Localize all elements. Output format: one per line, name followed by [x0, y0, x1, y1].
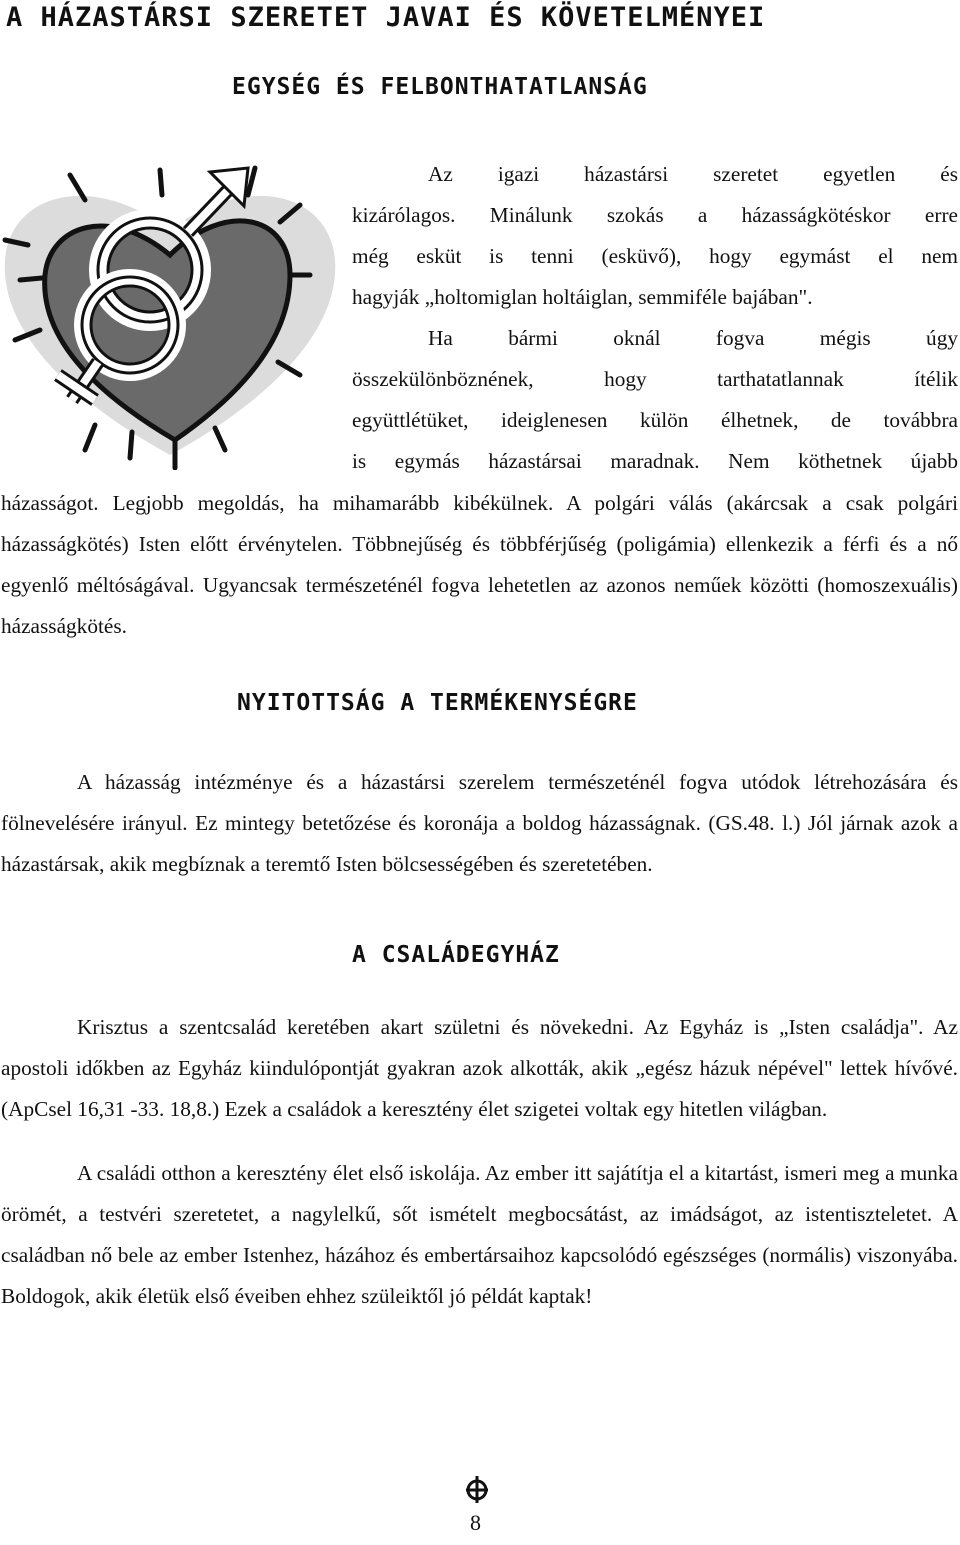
section-fertility-paragraph: A házasság intézménye és a házastársi szerelem természeténél fogva utódok létrehozására és fölnevelésére irányul. Ez mintegy betetőzése és koronája a boldog házasságnak. (GS.48. l.) Jól járnak azok a házastársak, akik megbíznak a teremtő Isten bölcsességében és szeretetében.	[1, 770, 958, 876]
section-heading-family-church: A CSALÁDEGYHÁZ	[352, 942, 560, 968]
cross-in-circle-icon	[462, 1474, 492, 1504]
text-line: kizárólagos. Minálunk szokás a házasságkötéskor erre	[352, 203, 958, 227]
section-heading-unity: EGYSÉG ÉS FELBONTHATATLANSÁG	[232, 74, 648, 100]
text-line: összekülönböznének, hogy tarthatatlannak ítélik	[352, 367, 958, 391]
section-family-paragraph-1: Krisztus a szentcsalád keretében akart születni és növekedni. Az Egyház is „Isten családja". Az apostoli időkben az Egyház kiindulópontját gyakran azok alkották, akik „egész házuk népével" lettek hívővé. (ApCsel 16,31 -33. 18,8.) Ezek a családok a keresztény élet szigetei voltak egy hitetlen világban.	[1, 1015, 958, 1121]
text-line: hagyják „holtomiglan holtáiglan, semmiféle bajában".	[352, 285, 813, 309]
text-line: együttlétüket, ideiglenesen külön élhetnek, de továbbra	[352, 408, 958, 432]
section-family-paragraph-2: A családi otthon a keresztény élet első iskolája. Az ember itt sajátítja el a kitartást, ismeri meg a munka örömét, a testvéri szeretetet, a nagylelkű, sőt ismételt megbocsátást, az imádságot, az istentiszteletet. A családban nő bele az ember Istenhez, házához és embertársaihoz kapcsolódó egészséges (normális) viszonyába. Boldogok, akik életük első éveiben ehhez szüleiktől jó példát kaptak!	[1, 1161, 958, 1308]
page-number: 8	[470, 1510, 481, 1535]
text-line: még esküt is tenni (esküvő), hogy egymást el nem	[352, 244, 958, 268]
section-unity-wrapped-text	[352, 154, 958, 482]
text-line: is egymás házastársai maradnak. Nem köthetnek újabb	[352, 449, 958, 473]
page-title: A HÁZASTÁRSI SZERETET JAVAI ÉS KÖVETELMÉNYEI	[6, 2, 766, 33]
text-line: Az igazi házastársi szeretet egyetlen és	[428, 162, 958, 186]
section-heading-fertility: NYITOTTSÁG A TERMÉKENYSÉGRE	[237, 690, 638, 716]
text-line: Ha bármi oknál fogva mégis úgy	[428, 326, 958, 350]
heart-with-gender-symbols-icon	[0, 150, 340, 470]
section-unity-continuation: házasságot. Legjobb megoldás, ha mihamarább kibékülnek. A polgári válás (akárcsak a csak polgári házasságkötés) Isten előtt érvénytelen. Többnejűség és többférjűség (poligámia) ellenkezik a férfi és a nő egyenlő méltóságával. Ugyancsak természeténél fogva lehetetlen az azonos neműek közötti (homoszexuális) házasságkötés.	[1, 491, 958, 638]
